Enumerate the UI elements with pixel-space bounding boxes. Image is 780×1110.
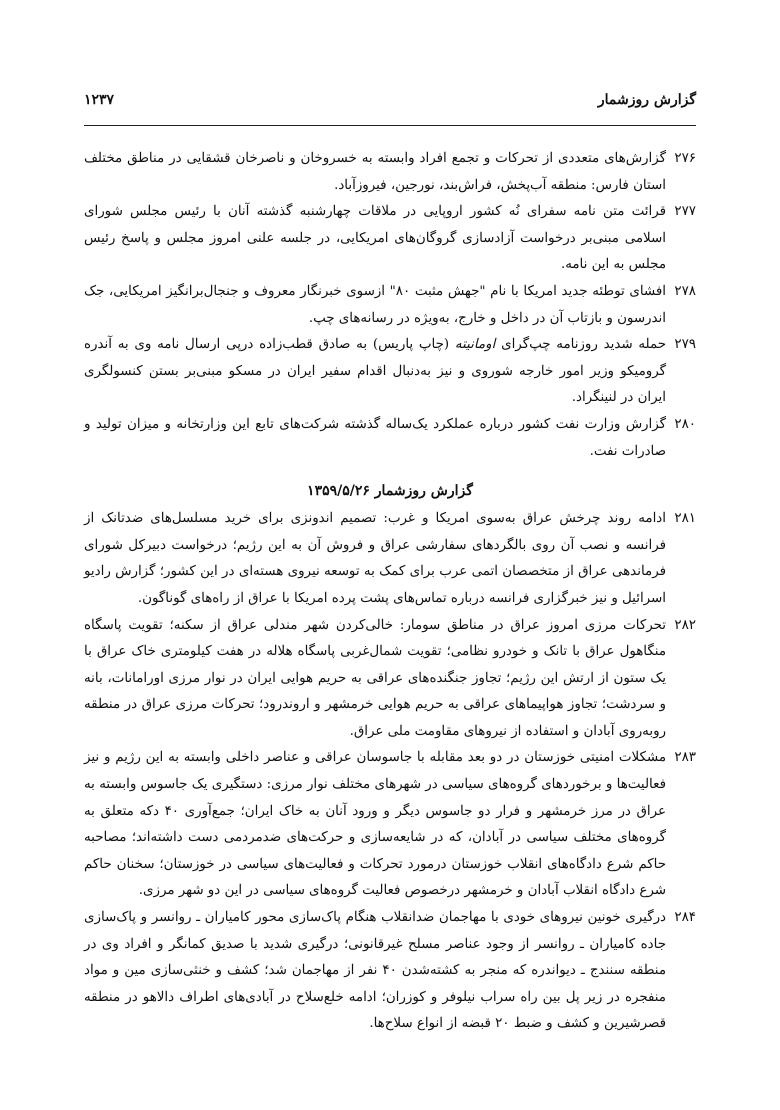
entry-279 xyxy=(84,332,696,412)
entry-text: مشکلات امنیتی خوزستان در دو بعد مقابله با جاسوسان عراقی و عناصر داخلی وابسته به این رژیم و نیز فعالیت‌ها و برخوردهای گروه‌های سیاسی در شهرهای مختلف نوار مرزی: دستگیری یک جاسوس وابسته به عراق در مرز خرمشهر و فرار دو جاسوس دیگر و ورود آنان به خاک ایران؛ جمع‌آوری ۴۰ دکه متعلق به گروه‌های مختلف سیاسی در آبادان، که در شایعه‌سازی و حرکت‌های ضدمردمی دست داشته‌اند؛ مصاحبه حاکم شرع دادگاه‌های انقلاب خوزستان درمورد تحرکات و فعالیت‌های سیاسی در خوزستان؛ سخنان حاکم شرع دادگاه انقلاب آبادان و خرمشهر درخصوص فعالیت گروه‌های سیاسی در این دو شهر مرزی. xyxy=(84,750,666,899)
entry-number: ۲۸۰ xyxy=(674,416,696,432)
page-header xyxy=(84,92,696,116)
entry-number: ۲۸۴ xyxy=(674,910,696,926)
entry-text: تحرکات مرزی امروز عراق در مناطق سومار: خالی‌کردن شهر مندلی عراق از سکنه؛ تقویت پاسگاه منگاهول عراق با تانک و خودرو نظامی؛ تقویت شمال‌غربی پاسگاه هلاله در هفت کیلومتری خاک عراق با یک ستون از ارتش این رژیم؛ تجاوز جنگنده‌های عراقی به حریم هوایی ایران در نوار مرزی اورامانات، بانه و سردشت؛ تجاوز هواپیماهای عراقی به حریم هوایی خرمشهر و اروندرود؛ تحرکات مرزی عراق در منطقه روبه‌روی آبادان و استفاده از نیروهای مقاومت ملی عراق. xyxy=(84,617,666,739)
entry-number: ۲۷۷ xyxy=(674,204,696,220)
entry-number: ۲۷۶ xyxy=(674,151,696,166)
entry-number: ۲۸۳ xyxy=(674,750,696,766)
entry-number: ۲۸۱ xyxy=(674,511,696,527)
page-number: ۱۲۳۷ xyxy=(84,92,115,108)
entry-text: قرائت متن نامه سفرای نُه کشور اروپایی در ملاقات چهارشنبه گذشته آنان با رئیس مجلس شورای اسلامی مبنی‌بر درخواست آزادسازی گروگان‌های امریکایی، در جلسه علنی امروز مجلس و پاسخ رئیس مجلس به این نامه. xyxy=(84,204,666,273)
entry-text: گزارش وزارت نفت کشور درباره عملکرد یک‌ساله گذشته شرکت‌های تابع این وزارتخانه و میزان تولید و صادرات نفت. xyxy=(84,416,666,459)
entry-number: ۲۷۸ xyxy=(674,283,696,299)
entry-number: ۲۷۹ xyxy=(674,337,696,353)
entry-284 xyxy=(84,905,696,1038)
entry-text: گزارش‌های متعددی از تحرکات و تجمع افراد وابسته به خسروخان و ناصرخان قشقایی در مناطق مختلف استان فارس: منطقه آب‌پخش، فراش‌بند، نورجین، فیروزآباد. xyxy=(84,151,666,193)
entry-text-start: حمله شدید روزنامه چپ‌گرای xyxy=(495,337,666,353)
entry-280 xyxy=(84,412,696,465)
entry-282 xyxy=(84,613,696,746)
entry-number: ۲۸۲ xyxy=(674,617,696,633)
entry-278 xyxy=(84,279,696,332)
section-heading: گزارش روزشمار ۱۳۵۹/۵/۲۶ xyxy=(307,483,473,500)
running-title: گزارش روزشمار xyxy=(597,92,696,108)
entry-283 xyxy=(84,745,696,905)
entry-text: افشای توطئه جدید امریکا با نام "جهش مثبت ۸۰" ازسوی خبرنگار معروف و جنجال‌برانگیز امریکایی، جک اندرسون و بازتاب آن در داخل و خارج، به‌ویژه در رسانه‌های چپ. xyxy=(84,283,666,326)
body-text xyxy=(84,146,696,1038)
header-divider xyxy=(84,125,696,126)
entry-text-end: (چاپ پاریس) به صادق قطب‌زاده درپی ارسال نامه وی به آندره گرومیکو وزیر امور خارجه شوروی و نیز به‌دنبال اقدام سفیر ایران در مسکو مبنی‌بر بستن کنسولگری ایران در لنینگراد. xyxy=(84,337,666,406)
entry-277 xyxy=(84,199,696,279)
entry-276 xyxy=(84,146,696,199)
newspaper-name: اومانیته xyxy=(454,337,496,353)
entry-281 xyxy=(84,506,696,612)
entry-text: ادامه روند چرخش عراق به‌سوی امریکا و غرب: تصمیم اندونزی برای خرید مسلسل‌های ضدتانک از فرانسه و نصب آن روی بالگردهای سفارشی عراق و فروش آن به این رژیم؛ درخواست دبیرکل شورای فرماندهی عراق از متخصصان اتمی عرب برای کمک به توسعه نیروی هسته‌ای در این کشور؛ گزارش رادیو اسرائیل و نیز خبرگزاری فرانسه درباره تماس‌های پشت پرده امریکا با عراق از راه‌های گوناگون. xyxy=(84,511,666,606)
entry-text: درگیری خونین نیروهای خودی با مهاجمان ضدانقلاب هنگام پاک‌سازی محور کامیاران ـ روانسر و پاک‌سازی جاده کامیاران ـ روانسر از وجود عناصر مسلح غیرقانونی؛ درگیری شدید با صدیق کمانگر و افراد وی در منطقه سنندج ـ دیواندره که منجر به کشته‌شدن ۴۰ نفر از مهاجمان شد؛ کشف و خنثی‌سازی مین و مواد منفجره در زیر پل بین راه سراب نیلوفر و کوزران؛ ادامه خلع‌سلاح در آبادی‌های اطراف دالاهو در منطقه قصرشیرین و کشف و ضبط ۲۰ قبضه از انواع سلاح‌ها. xyxy=(84,910,666,1032)
